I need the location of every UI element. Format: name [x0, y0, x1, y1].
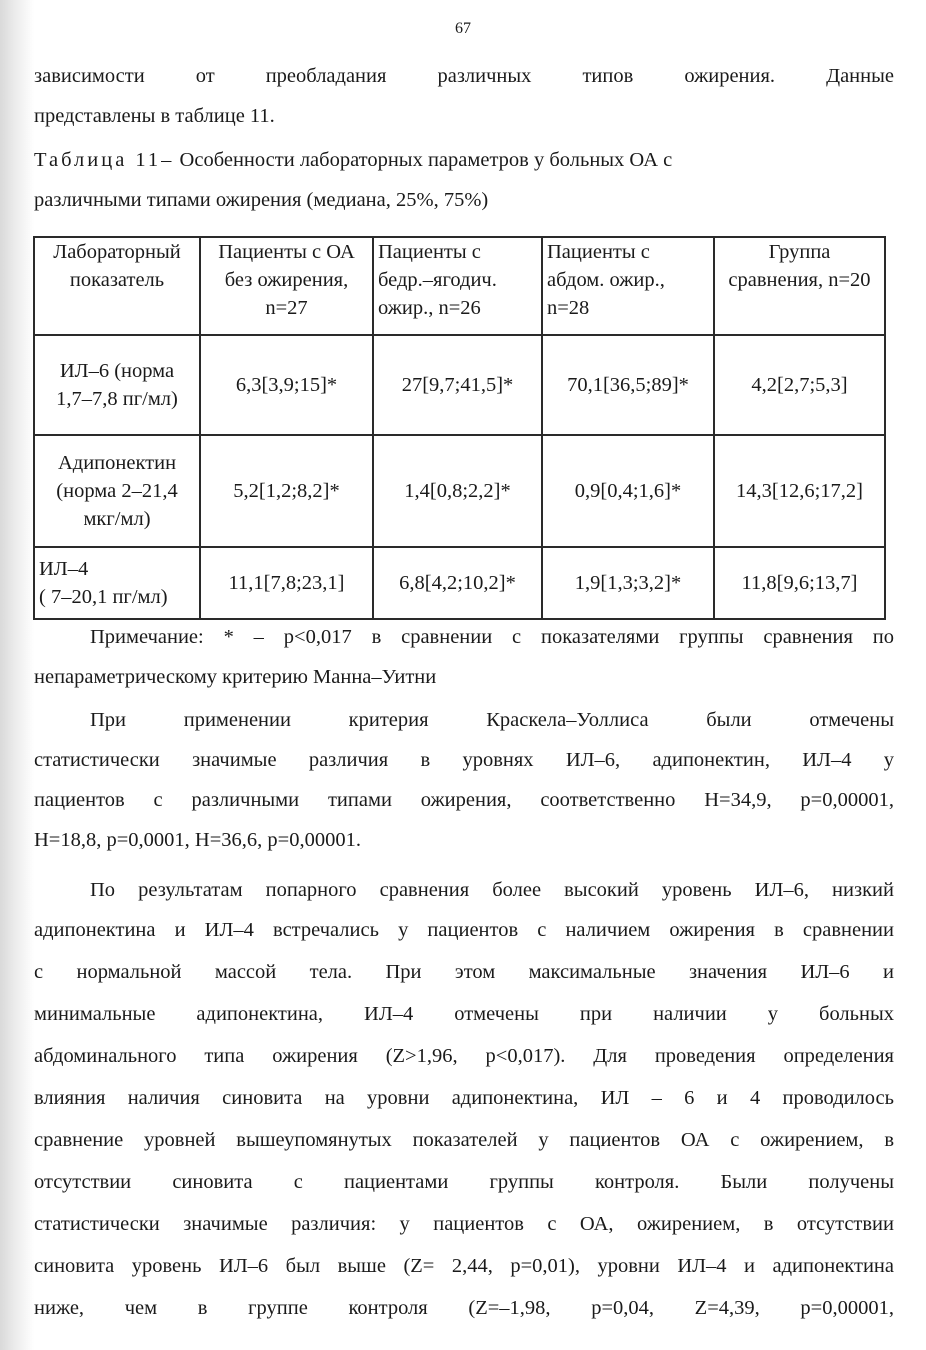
- lab-parameters-table: [33, 236, 886, 620]
- intro-paragraph: [34, 56, 894, 136]
- value-cell: 6,3[3,9;15]*: [200, 335, 373, 435]
- header-line: Пациенты с ОА: [218, 241, 355, 263]
- value-cell: 27[9,7;41,5]*: [373, 335, 542, 435]
- note-line: непараметрическому критерию Манна–Уитни: [34, 666, 437, 688]
- value-cell: 5,2[1,2;8,2]*: [200, 435, 373, 547]
- value-cell: 70,1[36,5;89]*: [542, 335, 714, 435]
- table-row: [34, 435, 885, 547]
- caption-title-cont: различными типами ожирения (медиана, 25%, 75%): [34, 189, 489, 211]
- value-cell: 1,4[0,8;2,2]*: [373, 435, 542, 547]
- page-number: 67: [455, 20, 471, 37]
- header-line: n=28: [547, 297, 590, 319]
- text-line: с нормальной массой тела. При этом максимальные значения ИЛ–6 и: [34, 961, 894, 983]
- text-line: пациентов с различными типами ожирения, соответственно H=34,9, p=0,00001,: [34, 789, 894, 811]
- header-cell: [373, 237, 542, 335]
- text-line: H=18,8, p=0,0001, H=36,6, p=0,00001.: [34, 829, 361, 851]
- indicator-cell: [34, 547, 200, 619]
- header-line: n=27: [265, 297, 308, 319]
- table-row: [34, 335, 885, 435]
- caption-title: Особенности лабораторных параметров у больных ОА с: [179, 149, 673, 171]
- value-cell: 4,2[2,7;5,3]: [714, 335, 885, 435]
- indicator-cell: [34, 435, 200, 547]
- paragraph-pairwise: [34, 870, 894, 1330]
- caption-label: Таблица 11–: [34, 149, 175, 171]
- value-cell: 6,8[4,2;10,2]*: [373, 547, 542, 619]
- text-line: ниже, чем в группе контроля (Z=–1,98, p=0,04, Z=4,39, p=0,00001,: [34, 1297, 894, 1319]
- header-line: Лабораторный: [53, 241, 181, 263]
- header-line: без ожирения,: [224, 269, 349, 291]
- value-cell: 0,9[0,4;1,6]*: [542, 435, 714, 547]
- text-line: зависимости от преобладания различных типов ожирения. Данные: [34, 65, 894, 87]
- value-cell: 11,1[7,8;23,1]: [200, 547, 373, 619]
- indicator-line: Адипонектин: [57, 452, 177, 474]
- indicator-line: ИЛ–6 (норма: [59, 360, 175, 382]
- text-line: статистически значимые различия в уровнях ИЛ–6, адипонектин, ИЛ–4 у: [34, 749, 894, 771]
- indicator-line: (норма 2–21,4: [56, 480, 178, 502]
- value-cell: 1,9[1,3;3,2]*: [542, 547, 714, 619]
- text-line: статистически значимые различия: у пациентов с ОА, ожирением, в отсутствии: [34, 1213, 894, 1235]
- header-line: Пациенты с: [378, 241, 481, 263]
- text-line: По результатам попарного сравнения более высокий уровень ИЛ–6, низкий: [90, 879, 894, 901]
- text-line: представлены в таблице 11.: [34, 105, 275, 127]
- header-cell: [542, 237, 714, 335]
- table-note: [34, 617, 894, 697]
- indicator-line: ИЛ–4: [39, 558, 89, 580]
- header-line: Пациенты с: [547, 241, 650, 263]
- indicator-line: ( 7–20,1 пг/мл): [39, 586, 168, 608]
- header-line: бедр.–ягодич.: [378, 269, 497, 291]
- header-line: абдом. ожир.,: [547, 269, 665, 291]
- text-line: отсутствии синовита с пациентами группы контроля. Были получены: [34, 1171, 894, 1193]
- note-line: Примечание: * – p<0,017 в сравнении с показателями группы сравнения по: [90, 626, 894, 648]
- header-cell: [200, 237, 373, 335]
- header-line: ожир., n=26: [378, 297, 481, 319]
- text-line: синовита уровень ИЛ–6 был выше (Z= 2,44, p=0,01), уровни ИЛ–4 и адипонектина: [34, 1255, 894, 1277]
- value-cell: 14,3[12,6;17,2]: [714, 435, 885, 547]
- table-row: [34, 547, 885, 619]
- value-cell: 11,8[9,6;13,7]: [714, 547, 885, 619]
- caption-line: [34, 140, 894, 180]
- page-edge-shadow: [0, 0, 34, 1350]
- header-line: сравнения, n=20: [728, 269, 871, 291]
- table-caption: [34, 140, 894, 220]
- text-line: сравнение уровней вышеупомянутых показателей у пациентов ОА с ожирением, в: [34, 1129, 894, 1151]
- header-cell: [34, 237, 200, 335]
- indicator-line: мкг/мл): [83, 508, 151, 530]
- paragraph-kruskal-wallis: [34, 700, 894, 860]
- indicator-cell: [34, 335, 200, 435]
- header-cell: [714, 237, 885, 335]
- text-line: При применении критерия Краскела–Уоллиса были отмечены: [90, 709, 894, 731]
- text-line: минимальные адипонектина, ИЛ–4 отмечены при наличии у больных: [34, 1003, 894, 1025]
- text-line: адипонектина и ИЛ–4 встречались у пациентов с наличием ожирения в сравнении: [34, 919, 894, 941]
- text-line: абдоминального типа ожирения (Z>1,96, p<0,017). Для проведения определения: [34, 1045, 894, 1067]
- table-header-row: [34, 237, 885, 335]
- header-line: Группа: [768, 241, 831, 263]
- text-line: влияния наличия синовита на уровни адипонектина, ИЛ – 6 и 4 проводилось: [34, 1087, 894, 1109]
- indicator-line: 1,7–7,8 пг/мл): [56, 388, 178, 410]
- header-line: показатель: [69, 269, 165, 291]
